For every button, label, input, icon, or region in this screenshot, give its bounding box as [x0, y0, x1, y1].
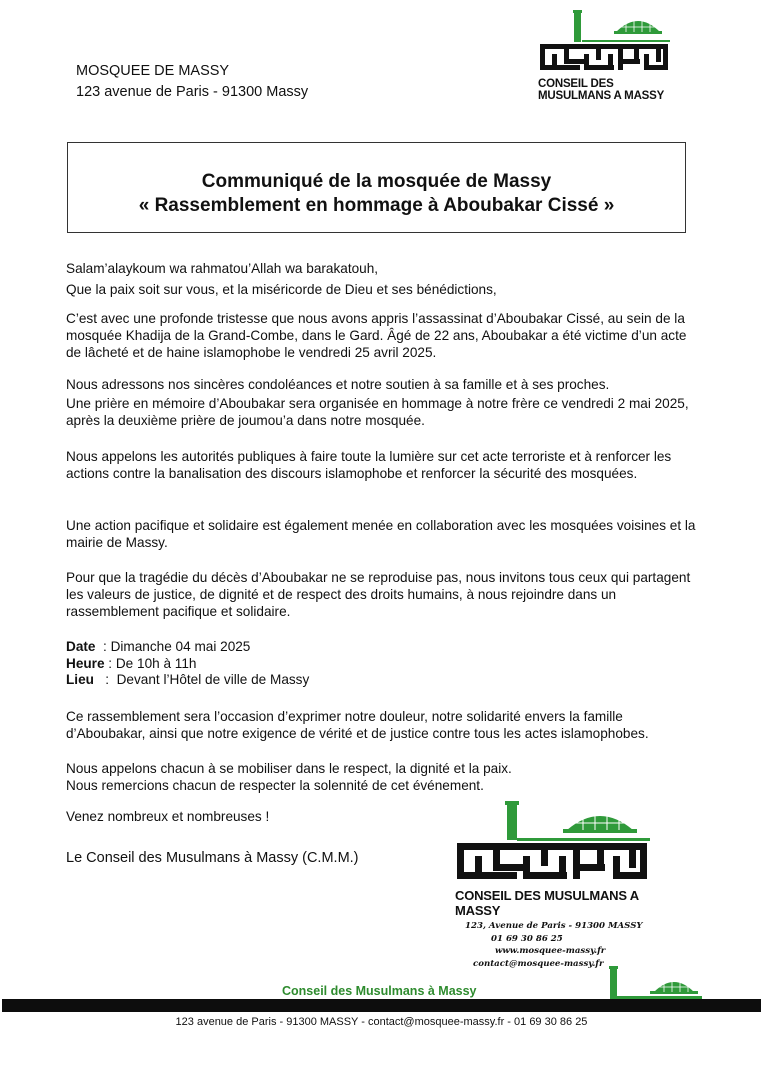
stamp-website: www.mosquee-massy.fr	[495, 946, 606, 956]
org-address: 123 avenue de Paris - 91300 Massy	[76, 84, 309, 100]
greeting-arabic: Salam’alaykoum wa rahmatou’Allah wa barakatouh,	[66, 261, 379, 276]
greeting-french: Que la paix soit sur vous, et la miséricorde de Dieu et ses bénédictions,	[66, 282, 497, 297]
org-name: MOSQUEE DE MASSY	[76, 63, 230, 79]
stamp-phone: 01 69 30 86 25	[491, 933, 563, 944]
footer-mosque-icon	[606, 966, 702, 1000]
header-logo	[538, 10, 670, 102]
closing-line: Venez nombreux et nombreuses !	[66, 809, 270, 824]
paragraph-call: Nous appelons les autorités publiques à faire toute la lumière sur cet acte terroriste et à renforcer les actions contre la banalisation des discours islamophobe et renforcer la sécurité des mosquées.	[66, 449, 672, 481]
event-date	[66, 639, 696, 656]
footer-address: 123 avenue de Paris - 91300 MASSY - contact@mosquee-massy.fr - 01 69 30 86 25	[175, 1016, 588, 1028]
paragraph-announcement: C’est avec une profonde tristesse que nous avons appris l’assassinat d’Aboubakar Cissé, au sein de la mosquée Khadija de la Grand-Combe, dans le Gard. Âgé de 22 ans, Aboubakar a été victime d’un acte de lâcheté et de haine islamophobe le vendredi 25 avril 2025.	[66, 311, 687, 360]
event-date-label: Date	[66, 639, 96, 654]
mosque-calligraphy-stamp-icon	[455, 800, 650, 880]
event-place-label: Lieu	[66, 672, 94, 687]
paragraph-condolences: Nous adressons nos sincères condoléances et notre soutien à sa famille et à ses proches.	[66, 377, 610, 392]
signature: Le Conseil des Musulmans à Massy (C.M.M.)	[66, 850, 359, 866]
title-line-1: Communiqué de la mosquée de Massy	[201, 171, 552, 192]
title-box	[67, 142, 686, 233]
stamp-caption: CONSEIL DES MUSULMANS A MASSY	[455, 888, 639, 918]
footer-bar	[2, 999, 761, 1012]
paragraph-invitation: Pour que la tragédie du décès d’Aboubakar ne se reproduise pas, nous invitons tous ceux qui partagent les valeurs de justice, de dignité et de respect des droits humains, à nous rejoindre dans un rassemblement pacifique et solidaire.	[66, 570, 691, 619]
event-time	[66, 656, 696, 673]
paragraph-thanks: Nous remercions chacun de respecter la solennité de cet événement.	[66, 778, 484, 793]
stamp-email: contact@mosquee-massy.fr	[473, 958, 604, 969]
stamp-address: 123, Avenue de Paris - 91300 MASSY	[465, 921, 643, 931]
stamp-logo	[455, 800, 650, 969]
paragraph-gathering: Ce rassemblement sera l’occasion d’exprimer notre douleur, notre solidarité envers la famille d’Aboubakar, ainsi que notre exigence de vérité et de justice contre tous les actes islamophobes.	[66, 709, 649, 741]
paragraph-prayer: Une prière en mémoire d’Aboubakar sera organisée en hommage à notre frère ce vendredi 2 mai 2025, après la deuxième prière de joumou’a dans notre mosquée.	[66, 396, 689, 428]
paragraph-action: Une action pacifique et solidaire est également menée en collaboration avec les mosquées voisines et la mairie de Massy.	[66, 518, 696, 550]
event-time-value: : De 10h à 11h	[104, 656, 197, 671]
logo-caption: CONSEIL DES MUSULMANS A MASSY	[538, 78, 665, 102]
footer-org-name: Conseil des Musulmans à Massy	[282, 984, 477, 998]
event-date-value: : Dimanche 04 mai 2025	[95, 639, 251, 654]
title-line-2: « Rassemblement en hommage à Aboubakar Cissé »	[138, 195, 615, 216]
mosque-calligraphy-icon	[538, 10, 670, 72]
event-time-label: Heure	[66, 656, 105, 671]
paragraph-mobilise: Nous appelons chacun à se mobiliser dans le respect, la dignité et la paix.	[66, 761, 512, 776]
event-place-value: : Devant l’Hôtel de ville de Massy	[93, 672, 310, 687]
event-place	[66, 672, 696, 689]
